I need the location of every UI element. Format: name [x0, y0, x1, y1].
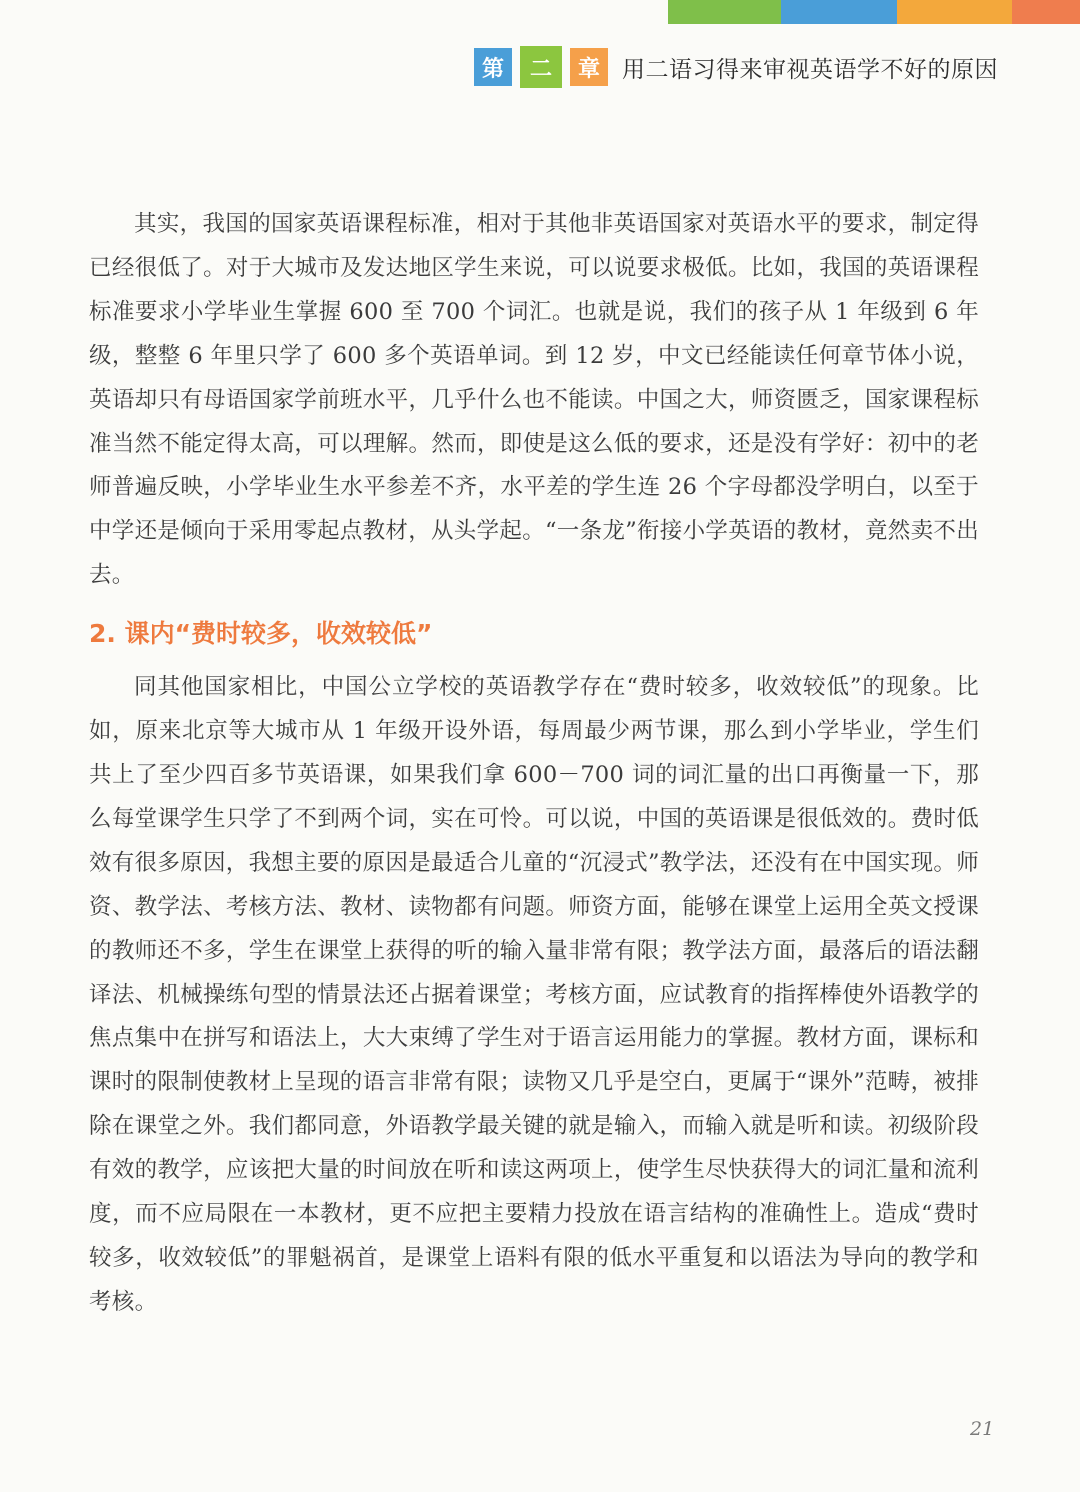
chapter-block-1: 第: [474, 48, 512, 86]
color-segment-orange: [897, 0, 1012, 24]
paragraph-1: 其实，我国的国家英语课程标准，相对于其他非英语国家对英语水平的要求，制定得已经很低了。对于大城市及发达地区学生来说，可以说要求极低。比如，我国的英语课程标准要求小学毕业生掌握 600 至 700 个词汇。也就是说，我们的孩子从 1 年级到 6 年级，整整 6 年里只学了 600 多个英语单词。到 12 岁，中文已经能读任何章节体小说，英语却只有母语国家学前班水平，几乎什么也不能读。中国之大，师资匮乏，国家课程标准当然不能定得太高，可以理解。然而，即使是这么低的要求，还是没有学好：初中的老师普遍反映，小学毕业生水平参差不齐，水平差的学生连 26 个字母都没学明白，以至于中学还是倾向于采用零起点教材，从头学起。“一条龙”衔接小学英语的教材，竟然卖不出去。: [89, 211, 980, 589]
color-segment-blue: [781, 0, 897, 24]
paragraph-2: 同其他国家相比，中国公立学校的英语教学存在“费时较多，收效较低”的现象。比如，原来北京等大城市从 1 年级开设外语，每周最少两节课，那么到小学毕业，学生们共上了至少四百多节英语课，如果我们拿 600－700 词的词汇量的出口再衡量一下，那么每堂课学生只学了不到两个词，实在可怜。可以说，中国的英语课是很低效的。费时低效有很多原因，我想主要的原因是最适合儿童的“沉浸式”教学法，还没有在中国实现。师资、教学法、考核方法、教材、读物都有问题。师资方面，能够在课堂上运用全英文授课的教师还不多，学生在课堂上获得的听的输入量非常有限；教学法方面，最落后的语法翻译法、机械操练句型的情景法还占据着课堂；考核方面，应试教育的指挥棒使外语教学的焦点集中在拼写和语法上，大大束缚了学生对于语言运用能力的掌握。教材方面，课标和课时的限制使教材上呈现的语言非常有限；读物又几乎是空白，更属于“课外”范畴，被排除在课堂之外。我们都同意，外语教学最关键的就是输入，而输入就是听和读。初级阶段有效的教学，应该把大量的时间放在听和读这两项上，使学生尽快获得大的词汇量和流利度，而不应局限在一本教材，更不应把主要精力投放在语言结构的准确性上。造成“费时较多，收效较低”的罪魁祸首，是课堂上语料有限的低水平重复和以语法为导向的教学和考核。: [89, 674, 980, 1315]
color-segment-red: [1012, 0, 1080, 24]
section-heading: 2. 课内“费时较多，收效较低”: [89, 619, 433, 649]
chapter-block-3: 章: [570, 48, 608, 86]
chapter-block-2: 二: [520, 46, 562, 88]
page-content: [89, 203, 979, 1325]
chapter-title: 用二语习得来审视英语学不好的原因: [622, 56, 998, 83]
page-number: 21: [970, 1418, 995, 1440]
color-segment-green: [668, 0, 781, 24]
header-color-bar: [668, 0, 1080, 24]
chapter-header: [474, 44, 998, 90]
